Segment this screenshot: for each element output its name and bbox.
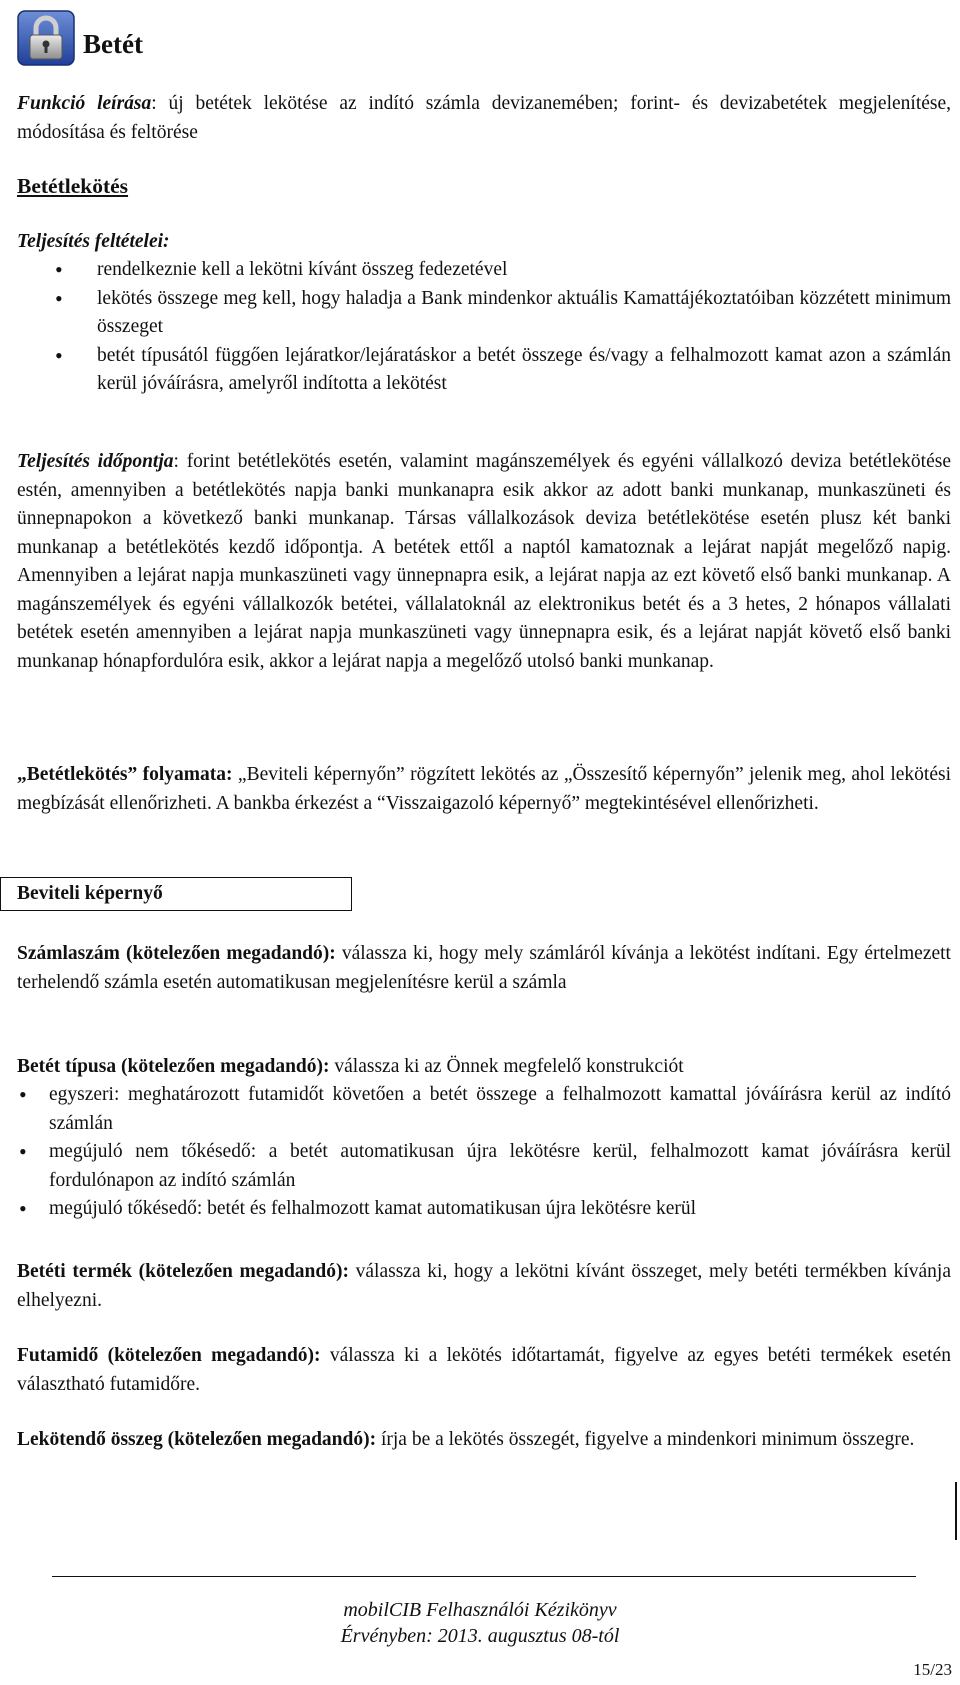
title-row [17, 6, 143, 70]
timing-paragraph [17, 448, 951, 676]
page-title: Betét [83, 28, 143, 59]
process-text: „Beviteli képernyőn” rögzített lekötés az „Összesítő képernyőn” jelenik meg, ahol lekötési megbízását ellenőrizheti. A bankba érkezést a “Visszaigazoló képernyő” megtekintésével ellenőrizheti. [17, 764, 951, 814]
field-lekotendo-osszeg [17, 1426, 951, 1455]
conditions-list [17, 256, 951, 399]
function-description-label: Funkció leírása [17, 93, 152, 114]
change-bar [955, 1482, 957, 1540]
list-item: • megújuló nem tőkésedő: a betét automatikusan újra lekötésre kerül, felhalmozott kamat jóváírásra kerül fordulónapon az indító számlán [17, 1138, 951, 1195]
list-item: • lekötés összege meg kell, hogy haladja a Bank mindenkor aktuális Kamattájékoztatóiban közzétett minimum összeget [17, 285, 951, 342]
field-text: írja be a lekötés összegét, figyelve a mindenkori minimum összegre. [376, 1429, 915, 1450]
footer-validity: Érvényben: 2013. augusztus 08-tól [340, 1625, 620, 1647]
process-label: „Betétlekötés” folyamata: [17, 764, 233, 785]
field-text: válassza ki az Önnek megfelelő konstrukciót [329, 1056, 684, 1077]
field-label: Lekötendő összeg (kötelezően megadandó): [17, 1429, 377, 1450]
field-betet-tipusa [17, 1053, 951, 1082]
field-futamido [17, 1342, 951, 1399]
field-text: válassza ki, hogy a lekötni kívánt összeget, mely betéti termékben kívánja elhelyezni. [17, 1261, 951, 1311]
field-szamlaszam [17, 940, 951, 997]
process-paragraph [17, 761, 951, 818]
field-beteti-termek [17, 1258, 951, 1315]
page-number: 15/23 [913, 1660, 952, 1679]
function-description [17, 90, 951, 147]
function-description-text: : új betétek lekötése az indító számla devizanemében; forint- és devizabetétek megjelenítése, módosítása és feltörése [17, 93, 952, 143]
field-text: válassza ki a lekötés időtartamát, figyelve az egyes betéti termékek esetén választható futamidőre. [17, 1345, 951, 1395]
lock-icon [17, 10, 77, 66]
timing-label: Teljesítés időpontja [17, 451, 174, 472]
list-item: • megújuló tőkésedő: betét és felhalmozott kamat automatikusan újra lekötésre kerül [17, 1195, 951, 1224]
input-screen-box: Beviteli képernyő [0, 877, 352, 911]
field-label: Futamidő (kötelezően megadandó): [17, 1345, 321, 1366]
footer-divider [52, 1576, 916, 1577]
deposit-types-list [17, 1081, 951, 1224]
field-label: Számlaszám (kötelezően megadandó): [17, 943, 336, 964]
list-item: • egyszeri: meghatározott futamidőt követően a betét összege a felhalmozott kamattal jóváírásra kerül az indító számlán [17, 1081, 951, 1138]
field-label: Betét típusa (kötelezően megadandó): [17, 1056, 330, 1077]
timing-text: : forint betétlekötés esetén, valamint magánszemélyek és egyéni vállalkozó deviza betétlekötése estén, amennyiben a betétlekötés napja banki munkanapra esik akkor az adott banki munkanap, munkaszüneti és ünnepnapokon a következő banki munkanap. Társas vállalkozások deviza betétlekötése esetén plusz két banki munkanap a betétlekötés kezdő időpontja. A betétek ettől a naptól kamatoznak a lejárat napját megelőző napig. Amennyiben a lejárat napja munkaszüneti vagy ünnepnapra esik, a lejárat napja az ezt követő első banki munkanap. A magánszemélyek és egyéni vállalkozók betétei, vállalatoknál az elektronikus betét és a 3 hetes, 2 hónapos vállalati betétek esetén amennyiben a lejárat napja munkaszüneti vagy ünnepnapra esik, és a lejárat napját követő első banki munkanap hónapfordulóra esik, akkor a lejárat napja a megelőző utolsó banki munkanap. [17, 451, 951, 672]
footer-manual-title: mobilCIB Felhasználói Kézikönyv [343, 1599, 617, 1621]
list-item: • betét típusától függően lejáratkor/lejáratáskor a betét összege és/vagy a felhalmozott kamat azon a számlán kerül jóváírásra, amelyről indította a lekötést [17, 342, 951, 399]
field-label: Betéti termék (kötelezően megadandó): [17, 1261, 349, 1282]
section-heading-betetlekotes: Betétlekötés [17, 174, 129, 198]
field-text: válassza ki, hogy mely számláról kívánja a lekötést indítani. Egy értelmezett terhelendő számla esetén automatikusan megjelenítésre kerül a számla [17, 943, 951, 993]
conditions-label: Teljesítés feltételei: [17, 231, 170, 252]
list-item: • rendelkeznie kell a lekötni kívánt összeg fedezetével [17, 256, 951, 285]
